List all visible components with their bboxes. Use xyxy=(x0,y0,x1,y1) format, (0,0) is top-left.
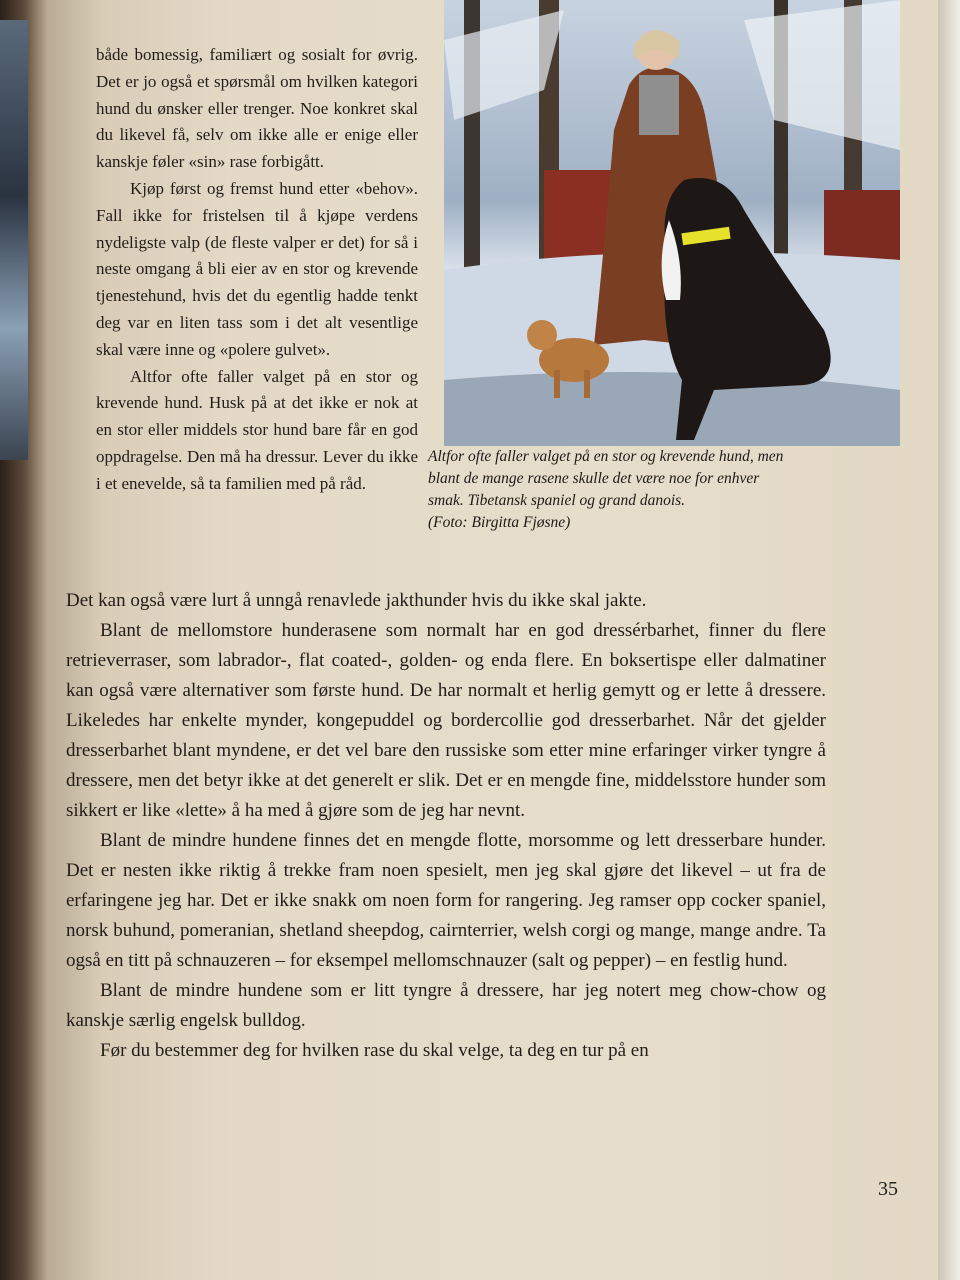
paragraph: Blant de mellomstore hunderasene som normalt har en god dressérbarhet, finner du flere retrieverraser, som labrador-, flat coated-, golden- og enda flere. En boksertispe eller dalmatiner kan også være alternativer som første hund. De har normalt et herlig gemytt og er lette å dressere. Likeledes har enkelte mynder, kongepuddel og bordercollie god dresserbarhet. Når det gjelder dresserbarhet blant myndene, er det vel bare den russiske som etter mine erfaringer virker tyngre å dressere, men det betyr ikke at det generelt er slik. Det er en mengde fine, middelsstore hunder som sikkert er like «lette» å ha med å gjøre som de jeg har nevnt. xyxy=(66,620,826,821)
caption-text: Altfor ofte faller valget på en stor og krevende hund, men blant de mange rasene skulle det være noe for enhver smak. Tibetansk spaniel og grand danois. xyxy=(428,448,784,509)
paragraph: Det kan også være lurt å unngå renavlede jakthunder hvis du ikke skal jakte. xyxy=(66,590,647,611)
caption-credit: (Foto: Birgitta Fjøsne) xyxy=(428,514,571,531)
photo-woman-with-dogs-in-snow xyxy=(444,0,900,446)
paragraph: Blant de mindre hundene finnes det en mengde flotte, morsomme og lett dresserbare hunder. Det er nesten ikke riktig å trekke fram noen spesielt, men jeg skal gjøre det likevel – ut fra de erfaringene jeg har. Det er ikke snakk om noen form for rangering. Jeg ramser opp cocker spaniel, norsk buhund, pomeranian, shetland sheepdog, cairnterrier, welsh corgi og mange, mange andre. Ta også en titt på schnauzeren – for eksempel mellomschnauzer (salt og pepper) – en festlig hund. xyxy=(66,830,826,971)
paragraph: Blant de mindre hundene som er litt tyngre å dressere, har jeg notert meg chow-chow og kanskje særlig engelsk bulldog. xyxy=(66,980,826,1031)
paragraph: både bomessig, familiært og sosialt for øvrig. Det er jo også et spørsmål om hvilken kategori hund du ønsker eller trenger. Noe konkret skal du likevel få, selv om ikke alle er enige eller kanskje føler «sin» rase forbigått. xyxy=(96,45,418,172)
page-number: 35 xyxy=(878,1178,898,1200)
paragraph: Kjøp først og fremst hund etter «behov». Fall ikke for fristelsen til å kjøpe verdens nydeligste valp (de fleste valper er det) for så i neste omgang å bli eier av en stor og krevende tjenestehund, hvis det du egentlig hadde tenkt deg var en liten tass som i det alt vesentlige skal være inne og «polere gulvet». xyxy=(96,178,418,359)
page-edge xyxy=(938,0,960,1280)
full-width-text xyxy=(66,586,826,1066)
photo-caption xyxy=(428,446,798,534)
photo-illustration xyxy=(444,0,900,446)
paragraph: Altfor ofte faller valget på en stor og krevende hund. Husk på at det ikke er nok at en stor eller middels stor hund bare får en god oppdragelse. Den må ha dressur. Lever du ikke i et enevelde, så ta familien med på råd. xyxy=(96,366,418,493)
previous-page-photo-edge xyxy=(0,20,28,460)
left-column-text xyxy=(96,42,418,498)
paragraph: Før du bestemmer deg for hvilken rase du skal velge, ta deg en tur på en xyxy=(100,1040,649,1061)
